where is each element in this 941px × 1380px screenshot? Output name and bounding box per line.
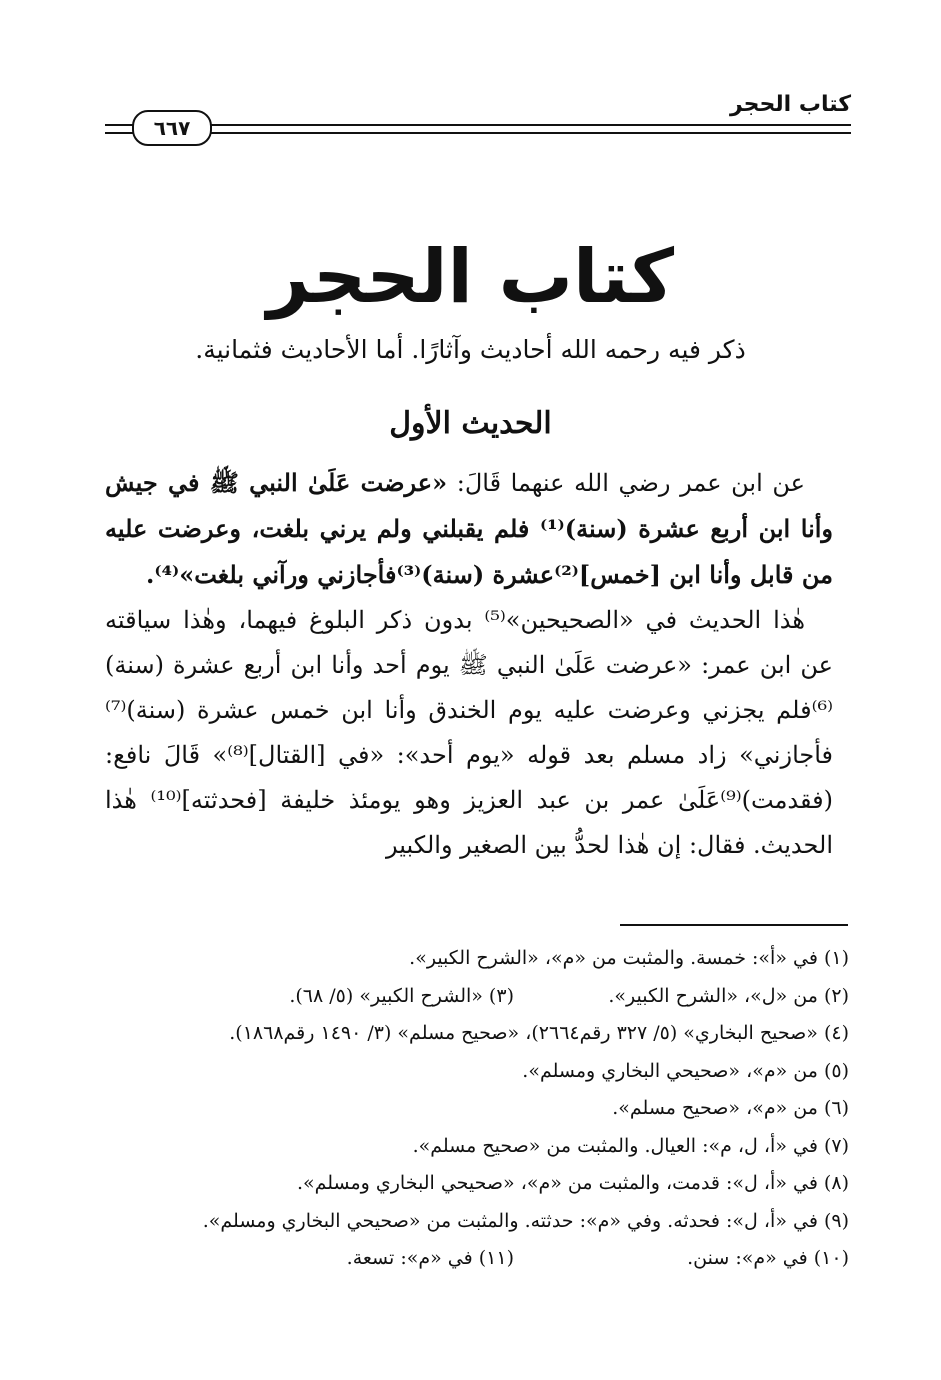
- footnote-row-2-3: [100, 978, 849, 1016]
- paragraph-2: هٰذا الحديث في «الصحيحين»⁽⁵⁾ بدون ذكر البلوغ فيهما، وهٰذا سياقته عن ابن عمر: «عرضت عَلَىٰ النبي ﷺ يوم أحد وأنا ابن أربع عشرة (سنة)⁽⁶⁾فلم يجزني وعرضت عليه يوم الخندق وأنا ابن خمس عشرة (سنة)⁽⁷⁾ فأجازني» زاد مسلم بعد قوله «يوم أحد»: «في [القتال]⁽⁸⁾» قَالَ نافع: (فقدمت)⁽⁹⁾عَلَىٰ عمر بن عبد العزيز وهو يومئذ خليفة [فحدثته]⁽¹⁰⁾ هٰذا الحديث. فقال: إن هٰذا لحدُّ بين الصغير والكبير: [105, 606, 834, 859]
- book-title: كتاب الحجر: [267, 234, 674, 320]
- footnote-11: (١١) في «م»: تسعة.: [346, 1247, 514, 1269]
- paragraph-1-lead: عن ابن عمر رضي الله عنهما قَالَ:: [447, 469, 805, 497]
- page-number-badge: ٦٦٧: [132, 110, 212, 146]
- footnote-8: (٨) في «أ، ل»: قدمت، والمثبت من «م»، «صحيحي البخاري ومسلم».: [296, 1172, 849, 1194]
- header-rule: [105, 124, 851, 134]
- footnote-4: (٤) «صحيح البخاري» (٥/ ٣٢٧ رقم٢٦٦٤)، «صحيح مسلم» (٣/ ١٤٩٠ رقم١٨٦٨).: [229, 1022, 849, 1044]
- intro-text: ذكر فيه رحمه الله أحاديث وآثارًا. أما الأحاديث فثمانية.: [195, 335, 746, 364]
- footnote-10: (١٠) في «م»: سنن.: [687, 1247, 849, 1269]
- footnote-2: (٢) من «ل»، «الشرح الكبير».: [608, 984, 849, 1007]
- footnotes: [100, 940, 849, 1278]
- main-text: [105, 460, 833, 868]
- footnote-6: (٦) من «م»، «صحيح مسلم».: [612, 1097, 849, 1119]
- footnote-5: (٥) من «م»، «صحيحي البخاري ومسلم».: [522, 1059, 849, 1082]
- paragraph-1-hadith: «عرضت عَلَىٰ النبي ﷺ في جيش وأنا ابن أربع عشرة (سنة)⁽¹⁾ فلم يقبلني ولم يرني بلغت، وعرضت عليه من قابل وأنا ابن [خمس]⁽²⁾عشرة (سنة)⁽³⁾فأجازني ورآني بلغت»⁽⁴⁾.: [105, 468, 834, 589]
- footnote-separator: [620, 924, 848, 926]
- paragraph-1: [105, 460, 833, 598]
- footnote-row-10-11: [100, 1240, 849, 1278]
- footnote-3: (٣) «الشرح الكبير» (٥/ ٦٨).: [289, 984, 514, 1007]
- section-title: الحديث الأول: [389, 406, 552, 441]
- footnote-1: (١) في «أ»: خمسة. والمثبت من «م»، «الشرح الكبير».: [409, 947, 849, 969]
- footnote-9: (٩) في «أ، ل»: فحدثه. وفي «م»: حدثته. والمثبت من «صحيحي البخاري ومسلم».: [202, 1209, 849, 1232]
- footnote-7: (٧) في «أ، ل، م»: العيال. والمثبت من «صحيح مسلم».: [412, 1134, 849, 1157]
- running-title: كتاب الحجر: [730, 92, 851, 117]
